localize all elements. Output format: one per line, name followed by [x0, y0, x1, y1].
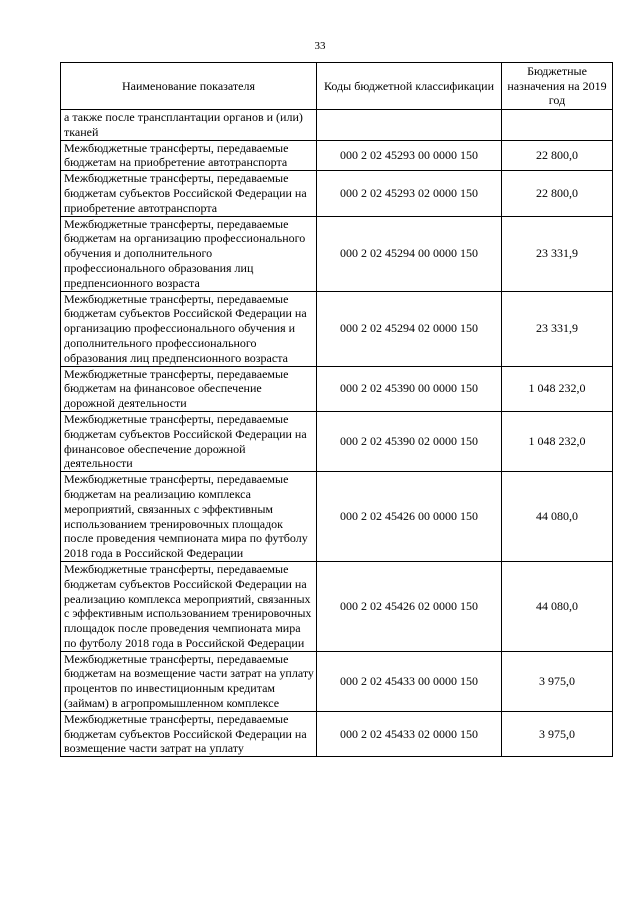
header-code: Коды бюджетной классификации [317, 63, 502, 110]
row-code: 000 2 02 45294 00 0000 150 [317, 216, 502, 291]
page-number: 33 [314, 40, 326, 52]
budget-table [60, 62, 613, 757]
row-amount: 44 080,0 [502, 561, 613, 651]
row-code: 000 2 02 45426 00 0000 150 [317, 472, 502, 562]
row-name: а также после трансплантации органов и (или) тканей [61, 110, 317, 141]
table-row [61, 366, 613, 411]
row-code: 000 2 02 45426 02 0000 150 [317, 561, 502, 651]
row-amount: 22 800,0 [502, 171, 613, 216]
table-row [61, 140, 613, 171]
row-name: Межбюджетные трансферты, передаваемые бюджетам на финансовое обеспечение дорожной деятельности [61, 366, 317, 411]
row-amount: 3 975,0 [502, 651, 613, 711]
table-row [61, 711, 613, 756]
row-name: Межбюджетные трансферты, передаваемые бюджетам на возмещение части затрат на уплату процентов по инвестиционным кредитам (займам) в агропромышленном комплексе [61, 651, 317, 711]
row-code [317, 110, 502, 141]
row-amount: 23 331,9 [502, 291, 613, 366]
table-row [61, 561, 613, 651]
row-code: 000 2 02 45390 02 0000 150 [317, 411, 502, 471]
row-code: 000 2 02 45390 00 0000 150 [317, 366, 502, 411]
header-amount: Бюджетные назначения на 2019 год [502, 63, 613, 110]
row-amount: 1 048 232,0 [502, 411, 613, 471]
row-name: Межбюджетные трансферты, передаваемые бюджетам на реализацию комплекса мероприятий, связанных с эффективным использованием тренировочных площадок после проведения чемпионата мира по футболу 2018 года в Российской Федерации [61, 472, 317, 562]
row-code: 000 2 02 45433 00 0000 150 [317, 651, 502, 711]
row-name: Межбюджетные трансферты, передаваемые бюджетам на приобретение автотранспорта [61, 140, 317, 171]
row-code: 000 2 02 45294 02 0000 150 [317, 291, 502, 366]
row-name: Межбюджетные трансферты, передаваемые бюджетам субъектов Российской Федерации на приобретение автотранспорта [61, 171, 317, 216]
table-row [61, 291, 613, 366]
table-header-row [61, 63, 613, 110]
row-name: Межбюджетные трансферты, передаваемые бюджетам субъектов Российской Федерации на финансовое обеспечение дорожной деятельности [61, 411, 317, 471]
row-name: Межбюджетные трансферты, передаваемые бюджетам субъектов Российской Федерации на организацию профессионального обучения и дополнительного профессионального образования лиц предпенсионного возраста [61, 291, 317, 366]
table-row [61, 651, 613, 711]
row-name: Межбюджетные трансферты, передаваемые бюджетам на организацию профессионального обучения и дополнительного профессионального образования лиц предпенсионного возраста [61, 216, 317, 291]
row-code: 000 2 02 45293 02 0000 150 [317, 171, 502, 216]
table-row [61, 171, 613, 216]
header-name: Наименование показателя [61, 63, 317, 110]
row-amount: 1 048 232,0 [502, 366, 613, 411]
table-row [61, 472, 613, 562]
table-row [61, 411, 613, 471]
row-name: Межбюджетные трансферты, передаваемые бюджетам субъектов Российской Федерации на реализацию комплекса мероприятий, связанных с эффективным использованием тренировочных площадок после проведения чемпионата мира по футболу 2018 года в Российской Федерации [61, 561, 317, 651]
row-amount: 22 800,0 [502, 140, 613, 171]
row-amount [502, 110, 613, 141]
row-code: 000 2 02 45293 00 0000 150 [317, 140, 502, 171]
row-amount: 23 331,9 [502, 216, 613, 291]
row-code: 000 2 02 45433 02 0000 150 [317, 711, 502, 756]
row-amount: 44 080,0 [502, 472, 613, 562]
table-row [61, 216, 613, 291]
row-amount: 3 975,0 [502, 711, 613, 756]
table-row [61, 110, 613, 141]
row-name: Межбюджетные трансферты, передаваемые бюджетам субъектов Российской Федерации на возмещение части затрат на уплату [61, 711, 317, 756]
